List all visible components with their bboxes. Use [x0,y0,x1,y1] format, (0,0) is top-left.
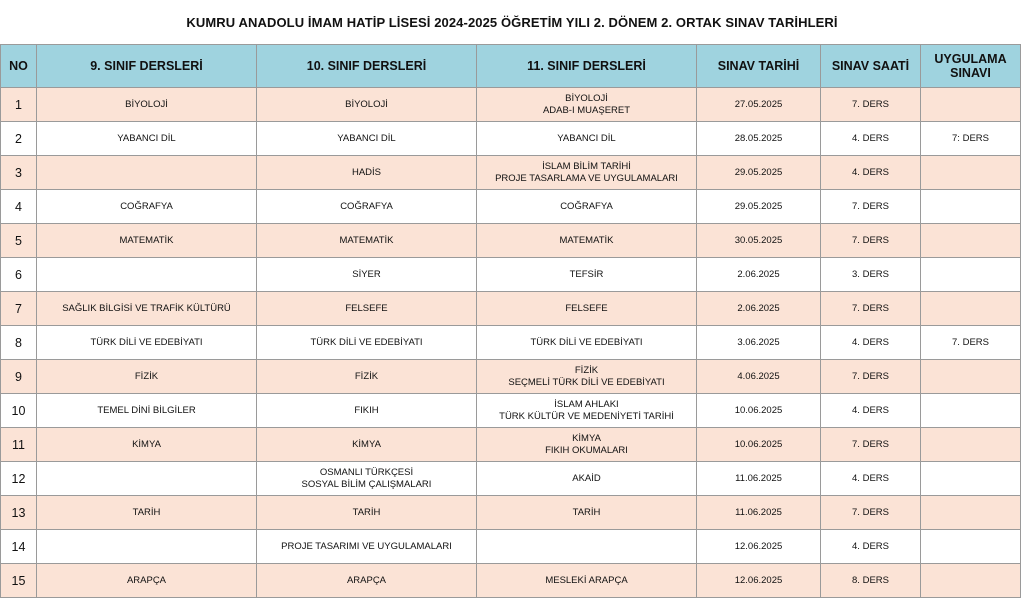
row-number: 9 [1,360,37,394]
exam-time: 4. DERS [821,394,921,428]
grade9-course-line: BİYOLOJİ [125,98,168,110]
table-row [1,190,1021,224]
grade9-course [37,564,257,598]
grade11-course [477,224,697,258]
grade11-course-line: KİMYA [572,432,601,444]
practical-exam [921,530,1021,564]
grade10-course [257,462,477,496]
grade11-course [477,122,697,156]
grade10-course [257,394,477,428]
grade9-course [37,156,257,190]
row-number: 5 [1,224,37,258]
grade11-course-line: BİYOLOJİ [565,92,608,104]
grade11-course [477,530,697,564]
grade10-course-line: TARİH [352,506,381,518]
grade11-course-line: İSLAM AHLAKI [554,398,619,410]
row-number: 8 [1,326,37,360]
grade9-course [37,292,257,326]
grade11-course [477,394,697,428]
header-no: NO [1,45,37,88]
grade11-course [477,258,697,292]
grade10-course-line: TÜRK DİLİ VE EDEBİYATI [310,336,423,348]
header-grade11: 11. SINIF DERSLERİ [477,45,697,88]
table-row [1,496,1021,530]
exam-time: 7. DERS [821,88,921,122]
grade11-course [477,156,697,190]
exam-date: 29.05.2025 [697,156,821,190]
grade11-course-line: PROJE TASARLAMA VE UYGULAMALARI [495,172,678,184]
grade10-course-line: MATEMATİK [339,234,394,246]
grade11-course-line: İSLAM BİLİM TARİHİ [542,160,631,172]
practical-exam [921,224,1021,258]
exam-date: 12.06.2025 [697,530,821,564]
grade10-course [257,496,477,530]
exam-date: 10.06.2025 [697,428,821,462]
exam-date: 12.06.2025 [697,564,821,598]
row-number: 11 [1,428,37,462]
exam-time: 4. DERS [821,530,921,564]
row-number: 15 [1,564,37,598]
header-grade9: 9. SINIF DERSLERİ [37,45,257,88]
grade10-course-line: FELSEFE [345,302,388,314]
exam-date: 3.06.2025 [697,326,821,360]
grade9-course [37,428,257,462]
table-row [1,122,1021,156]
grade11-course-line: MESLEKİ ARAPÇA [545,574,628,586]
grade9-course [37,360,257,394]
header-row [1,45,1021,88]
exam-time: 7. DERS [821,496,921,530]
exam-time: 4. DERS [821,462,921,496]
grade10-course-line: FIKIH [354,404,379,416]
exam-date: 4.06.2025 [697,360,821,394]
exam-time: 7. DERS [821,292,921,326]
table-row [1,292,1021,326]
grade9-course [37,258,257,292]
header-exam-date: SINAV TARİHİ [697,45,821,88]
page-title: KUMRU ANADOLU İMAM HATİP LİSESİ 2024-2025 ÖĞRETİM YILI 2. DÖNEM 2. ORTAK SINAV TARİHLERİ [186,14,838,30]
practical-exam: 7: DERS [921,122,1021,156]
grade9-course [37,496,257,530]
grade10-course [257,122,477,156]
grade10-course-line: SİYER [352,268,381,280]
table-body [1,88,1021,598]
row-number: 13 [1,496,37,530]
grade10-course-line: KİMYA [352,438,381,450]
grade10-course [257,88,477,122]
exam-time: 4. DERS [821,156,921,190]
table-row [1,224,1021,258]
grade11-course [477,428,697,462]
row-number: 6 [1,258,37,292]
header-practical-exam [921,45,1021,88]
grade11-course [477,190,697,224]
table-row [1,88,1021,122]
grade9-course-line: TARİH [132,506,161,518]
exam-time: 3. DERS [821,258,921,292]
practical-exam [921,88,1021,122]
grade11-course-line: FELSEFE [565,302,608,314]
row-number: 4 [1,190,37,224]
practical-exam: 7. DERS [921,326,1021,360]
grade11-course-line: MATEMATİK [559,234,614,246]
grade11-course-line: TÜRK DİLİ VE EDEBİYATI [530,336,643,348]
row-number: 10 [1,394,37,428]
exam-date: 29.05.2025 [697,190,821,224]
grade10-course-line: OSMANLI TÜRKÇESİ [319,466,414,478]
exam-time: 7. DERS [821,224,921,258]
exam-time: 7. DERS [821,360,921,394]
grade11-course-line: YABANCI DİL [557,132,616,144]
grade11-course-line: FIKIH OKUMALARI [545,444,628,456]
grade11-course [477,292,697,326]
grade11-course-line: FİZİK [574,364,599,376]
table-row [1,564,1021,598]
grade10-course [257,292,477,326]
header-exam-time: SINAV SAATİ [821,45,921,88]
grade9-course [37,190,257,224]
header-grade10: 10. SINIF DERSLERİ [257,45,477,88]
exam-schedule-table [0,44,1021,598]
table-row [1,326,1021,360]
exam-time: 7. DERS [821,190,921,224]
exam-date: 11.06.2025 [697,462,821,496]
row-number: 2 [1,122,37,156]
table-row [1,394,1021,428]
grade9-course [37,326,257,360]
exam-date: 28.05.2025 [697,122,821,156]
grade10-course [257,428,477,462]
practical-exam [921,428,1021,462]
grade11-course-line: ADAB-I MUAŞERET [542,104,631,116]
practical-exam [921,462,1021,496]
grade10-course [257,190,477,224]
exam-time: 4. DERS [821,122,921,156]
table-row [1,258,1021,292]
practical-exam [921,564,1021,598]
table-row [1,530,1021,564]
grade9-course [37,462,257,496]
grade11-course-line: COĞRAFYA [560,200,613,212]
grade10-course-line: HADİS [351,166,382,178]
grade10-course-line: YABANCI DİL [337,132,396,144]
grade9-course-line: FİZİK [134,370,159,382]
practical-exam [921,292,1021,326]
exam-date: 2.06.2025 [697,292,821,326]
grade10-course [257,360,477,394]
exam-date: 10.06.2025 [697,394,821,428]
grade10-course [257,326,477,360]
exam-date: 27.05.2025 [697,88,821,122]
grade11-course [477,496,697,530]
grade10-course-line: ARAPÇA [346,574,387,586]
grade11-course-line: AKAİD [572,472,601,484]
grade9-course [37,88,257,122]
grade10-course-line: SOSYAL BİLİM ÇALIŞMALARI [301,478,432,490]
grade11-course [477,462,697,496]
grade10-course [257,564,477,598]
grade9-course-line: YABANCI DİL [117,132,176,144]
grade11-course-line: TÜRK KÜLTÜR VE MEDENİYETİ TARİHİ [499,410,674,422]
row-number: 12 [1,462,37,496]
grade10-course [257,258,477,292]
practical-exam [921,394,1021,428]
exam-time: 4. DERS [821,326,921,360]
header-practical-line1: UYGULAMA [934,52,1007,66]
practical-exam [921,258,1021,292]
grade11-course-line: SEÇMELİ TÜRK DİLİ VE EDEBİYATI [508,376,665,388]
table-row [1,462,1021,496]
table-row [1,360,1021,394]
practical-exam [921,360,1021,394]
grade9-course-line: ARAPÇA [126,574,167,586]
table-row [1,428,1021,462]
row-number: 14 [1,530,37,564]
exam-date: 30.05.2025 [697,224,821,258]
grade9-course [37,224,257,258]
grade11-course [477,326,697,360]
grade11-course [477,88,697,122]
practical-exam [921,156,1021,190]
practical-exam [921,190,1021,224]
exam-time: 7. DERS [821,428,921,462]
grade10-course-line: PROJE TASARIMI VE UYGULAMALARI [281,540,452,552]
exam-time: 8. DERS [821,564,921,598]
grade9-course [37,122,257,156]
grade9-course-line: TEMEL DİNİ BİLGİLER [97,404,196,416]
grade9-course-line: KİMYA [132,438,161,450]
grade10-course-line: FİZİK [354,370,379,382]
grade9-course-line: TÜRK DİLİ VE EDEBİYATI [90,336,203,348]
grade10-course [257,530,477,564]
header-practical-line2: SINAVI [950,66,991,80]
grade11-course-line: TEFSİR [569,268,604,280]
grade11-course [477,360,697,394]
grade10-course [257,156,477,190]
table-row [1,156,1021,190]
grade9-course-line: SAĞLIK BİLGİSİ VE TRAFİK KÜLTÜRÜ [62,302,231,314]
grade9-course [37,530,257,564]
grade10-course [257,224,477,258]
practical-exam [921,496,1021,530]
grade9-course [37,394,257,428]
row-number: 3 [1,156,37,190]
grade11-course-line: TARİH [572,506,601,518]
row-number: 1 [1,88,37,122]
row-number: 7 [1,292,37,326]
grade10-course-line: COĞRAFYA [340,200,393,212]
grade11-course [477,564,697,598]
exam-date: 2.06.2025 [697,258,821,292]
grade10-course-line: BİYOLOJİ [345,98,388,110]
exam-date: 11.06.2025 [697,496,821,530]
grade9-course-line: COĞRAFYA [120,200,173,212]
grade9-course-line: MATEMATİK [119,234,174,246]
